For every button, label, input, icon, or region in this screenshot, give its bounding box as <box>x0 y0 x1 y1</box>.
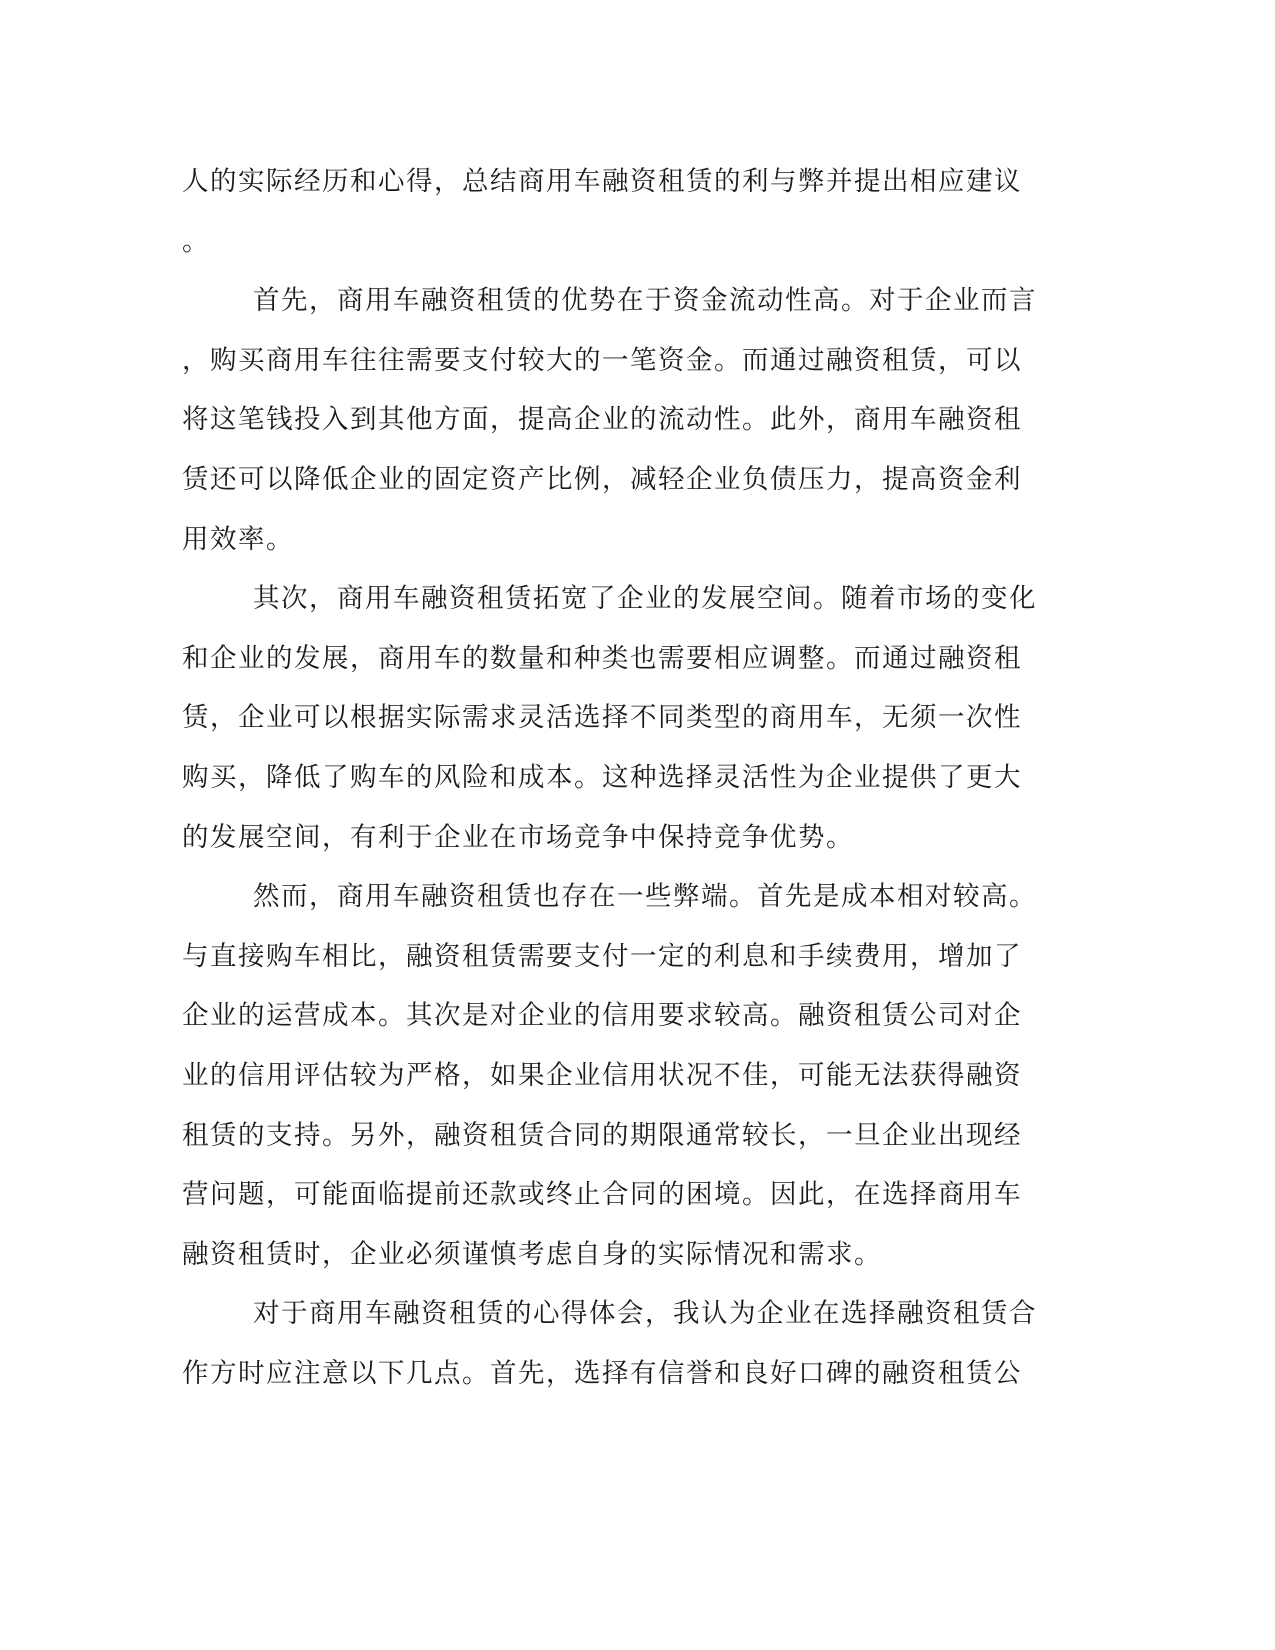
text-line: 融资租赁时，企业必须谨慎考虑自身的实际情况和需求。 <box>182 1238 882 1270</box>
text-line: 租赁的支持。另外，融资租赁合同的期限通常较长，一旦企业出现经 <box>182 1119 1022 1151</box>
text-line: 的发展空间，有利于企业在市场竞争中保持竞争优势。 <box>182 821 854 853</box>
text-line: 将这笔钱投入到其他方面，提高企业的流动性。此外，商用车融资租 <box>182 404 1022 436</box>
text-line: 营问题，可能面临提前还款或终止合同的困境。因此，在选择商用车 <box>182 1179 1022 1211</box>
text-line: 购买，降低了购车的风险和成本。这种选择灵活性为企业提供了更大 <box>182 761 1022 793</box>
text-line: 企业的运营成本。其次是对企业的信用要求较高。融资租赁公司对企 <box>182 1000 1022 1032</box>
text-line: 赁还可以降低企业的固定资产比例，减轻企业负债压力，提高资金利 <box>182 463 1022 495</box>
text-line: 其次，商用车融资租赁拓宽了企业的发展空间。随着市场的变化 <box>253 583 1037 615</box>
text-line: 人的实际经历和心得，总结商用车融资租赁的利与弊并提出相应建议 <box>182 166 1022 197</box>
text-line: 然而，商用车融资租赁也存在一些弊端。首先是成本相对较高。 <box>253 881 1037 913</box>
text-line: 。 <box>182 225 210 257</box>
text-line: 赁，企业可以根据实际需求灵活选择不同类型的商用车，无须一次性 <box>182 702 1022 734</box>
text-line: 业的信用评估较为严格，如果企业信用状况不佳，可能无法获得融资 <box>182 1059 1022 1091</box>
text-line: ，购买商用车往往需要支付较大的一笔资金。而通过融资租赁，可以 <box>182 344 1022 376</box>
text-line: 用效率。 <box>182 523 294 555</box>
text-line: 首先，商用车融资租赁的优势在于资金流动性高。对于企业而言 <box>253 285 1037 317</box>
body-text <box>182 152 1052 1403</box>
text-line: 与直接购车相比，融资租赁需要支付一定的利息和手续费用，增加了 <box>182 940 1022 972</box>
text-line: 作方时应注意以下几点。首先，选择有信誉和良好口碑的融资租赁公 <box>182 1357 1022 1389</box>
text-line: 和企业的发展，商用车的数量和种类也需要相应调整。而通过融资租 <box>182 642 1022 674</box>
text-line: 对于商用车融资租赁的心得体会，我认为企业在选择融资租赁合 <box>253 1298 1037 1330</box>
